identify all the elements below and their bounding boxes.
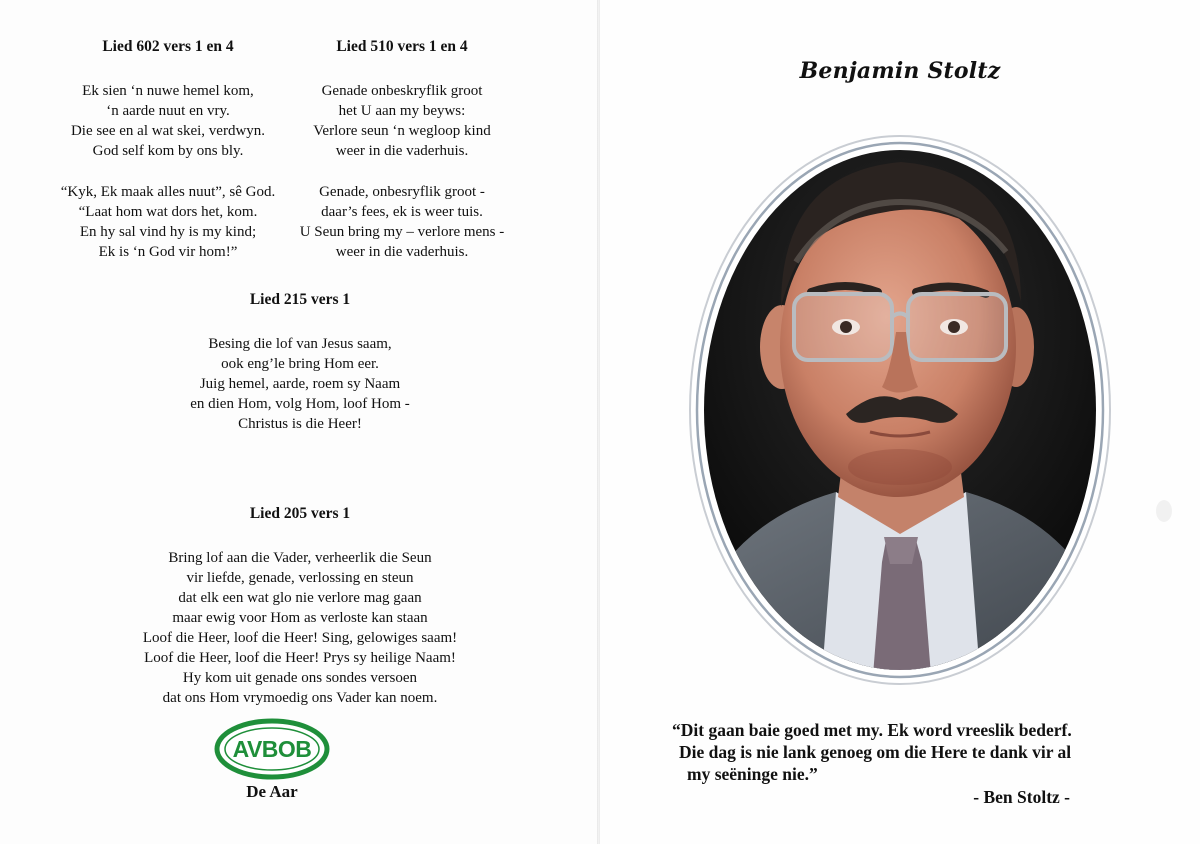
hymn-line: Genade onbeskryflik groot [321, 83, 483, 99]
hymn-205 [100, 504, 500, 708]
portrait-photo [686, 132, 1114, 688]
hymn-line: Christus is die Heer! [238, 416, 362, 432]
hymn-verse [150, 334, 450, 434]
hymn-line: Hy kom uit genade ons sondes versoen [182, 670, 418, 686]
logo-caption: De Aar [246, 782, 298, 801]
hymn-line: En hy sal vind hy is my kind; [79, 224, 257, 240]
hymn-title: Lied 510 vers 1 en 4 [336, 38, 468, 55]
hymn-line: vir liefde, genade, verlossing en steun [186, 570, 414, 586]
avbob-logo-icon [214, 718, 330, 780]
hymn-verse [100, 548, 500, 708]
hymn-line: Juig hemel, aarde, roem sy Naam [199, 376, 401, 392]
hymn-verse [282, 182, 522, 262]
hymn-title: Lied 205 vers 1 [249, 505, 351, 522]
hymn-line: het U aan my beyws: [338, 103, 466, 119]
quote-line: “Dit gaan baie goed met my. Ek word vreeslik bederf. [672, 720, 1072, 740]
right-page [600, 0, 1200, 844]
hymn-line: Besing die lof van Jesus saam, [208, 336, 392, 352]
hymn-line: dat elk een wat glo nie verlore mag gaan [178, 590, 422, 606]
hymn-line: dat ons Hom vrymoedig ons Vader kan noem. [162, 690, 438, 706]
hymn-line: Verlore seun ‘n wegloop kind [313, 123, 491, 139]
hymn-line: Ek is ‘n God vir hom!” [98, 244, 238, 260]
quote-author: - Ben Stoltz - [973, 787, 1070, 807]
hymn-line: God self kom by ons bly. [92, 143, 244, 159]
hymn-line: Die see en al wat skei, verdwyn. [70, 123, 266, 139]
hymn-line: Ek sien ‘n nuwe hemel kom, [82, 83, 254, 99]
hymn-line: weer in die vaderhuis. [335, 143, 469, 159]
left-page [0, 0, 597, 844]
hymn-line: daar’s fees, ek is weer tuis. [321, 204, 483, 220]
quote-line: Die dag is nie lank genoeg om die Here te dank vir al [679, 742, 1072, 762]
hymn-verse [48, 81, 288, 161]
hymn-215 [150, 290, 450, 434]
hymn-602 [48, 37, 288, 262]
quote-line: my seëninge nie.” [687, 764, 818, 784]
deceased-name: Benjamin Stoltz [799, 58, 1001, 84]
hymn-line: en dien Hom, volg Hom, loof Hom - [190, 396, 410, 412]
hymn-line: weer in die vaderhuis. [335, 244, 469, 260]
hymn-line: “Laat hom wat dors het, kom. [78, 204, 258, 220]
hymn-510 [282, 37, 522, 262]
hymn-line: Loof die Heer, loof die Heer! Sing, gelowiges saam! [142, 630, 458, 646]
hymn-line: Bring lof aan die Vader, verheerlik die Seun [168, 550, 432, 566]
hymn-title: Lied 602 vers 1 en 4 [102, 38, 234, 55]
hymn-line: ‘n aarde nuut en vry. [106, 103, 230, 119]
hymn-verse [282, 81, 522, 161]
hymn-line: Loof die Heer, loof die Heer! Prys sy heilige Naam! [144, 650, 456, 666]
logo-text: AVBOB [232, 736, 312, 762]
hymn-line: U Seun bring my – verlore mens - [299, 224, 505, 240]
hymn-line: Genade, onbesryflik groot - [319, 184, 485, 200]
hymn-title: Lied 215 vers 1 [249, 291, 351, 308]
hymn-line: maar ewig voor Hom as verloste kan staan [172, 610, 428, 626]
hymn-line: ook eng’le bring Hom eer. [221, 356, 379, 372]
memorial-quote [672, 719, 1172, 785]
hymn-verse [48, 182, 288, 262]
scan-speck [1156, 500, 1172, 522]
hymn-line: “Kyk, Ek maak alles nuut”, sê God. [60, 184, 276, 200]
